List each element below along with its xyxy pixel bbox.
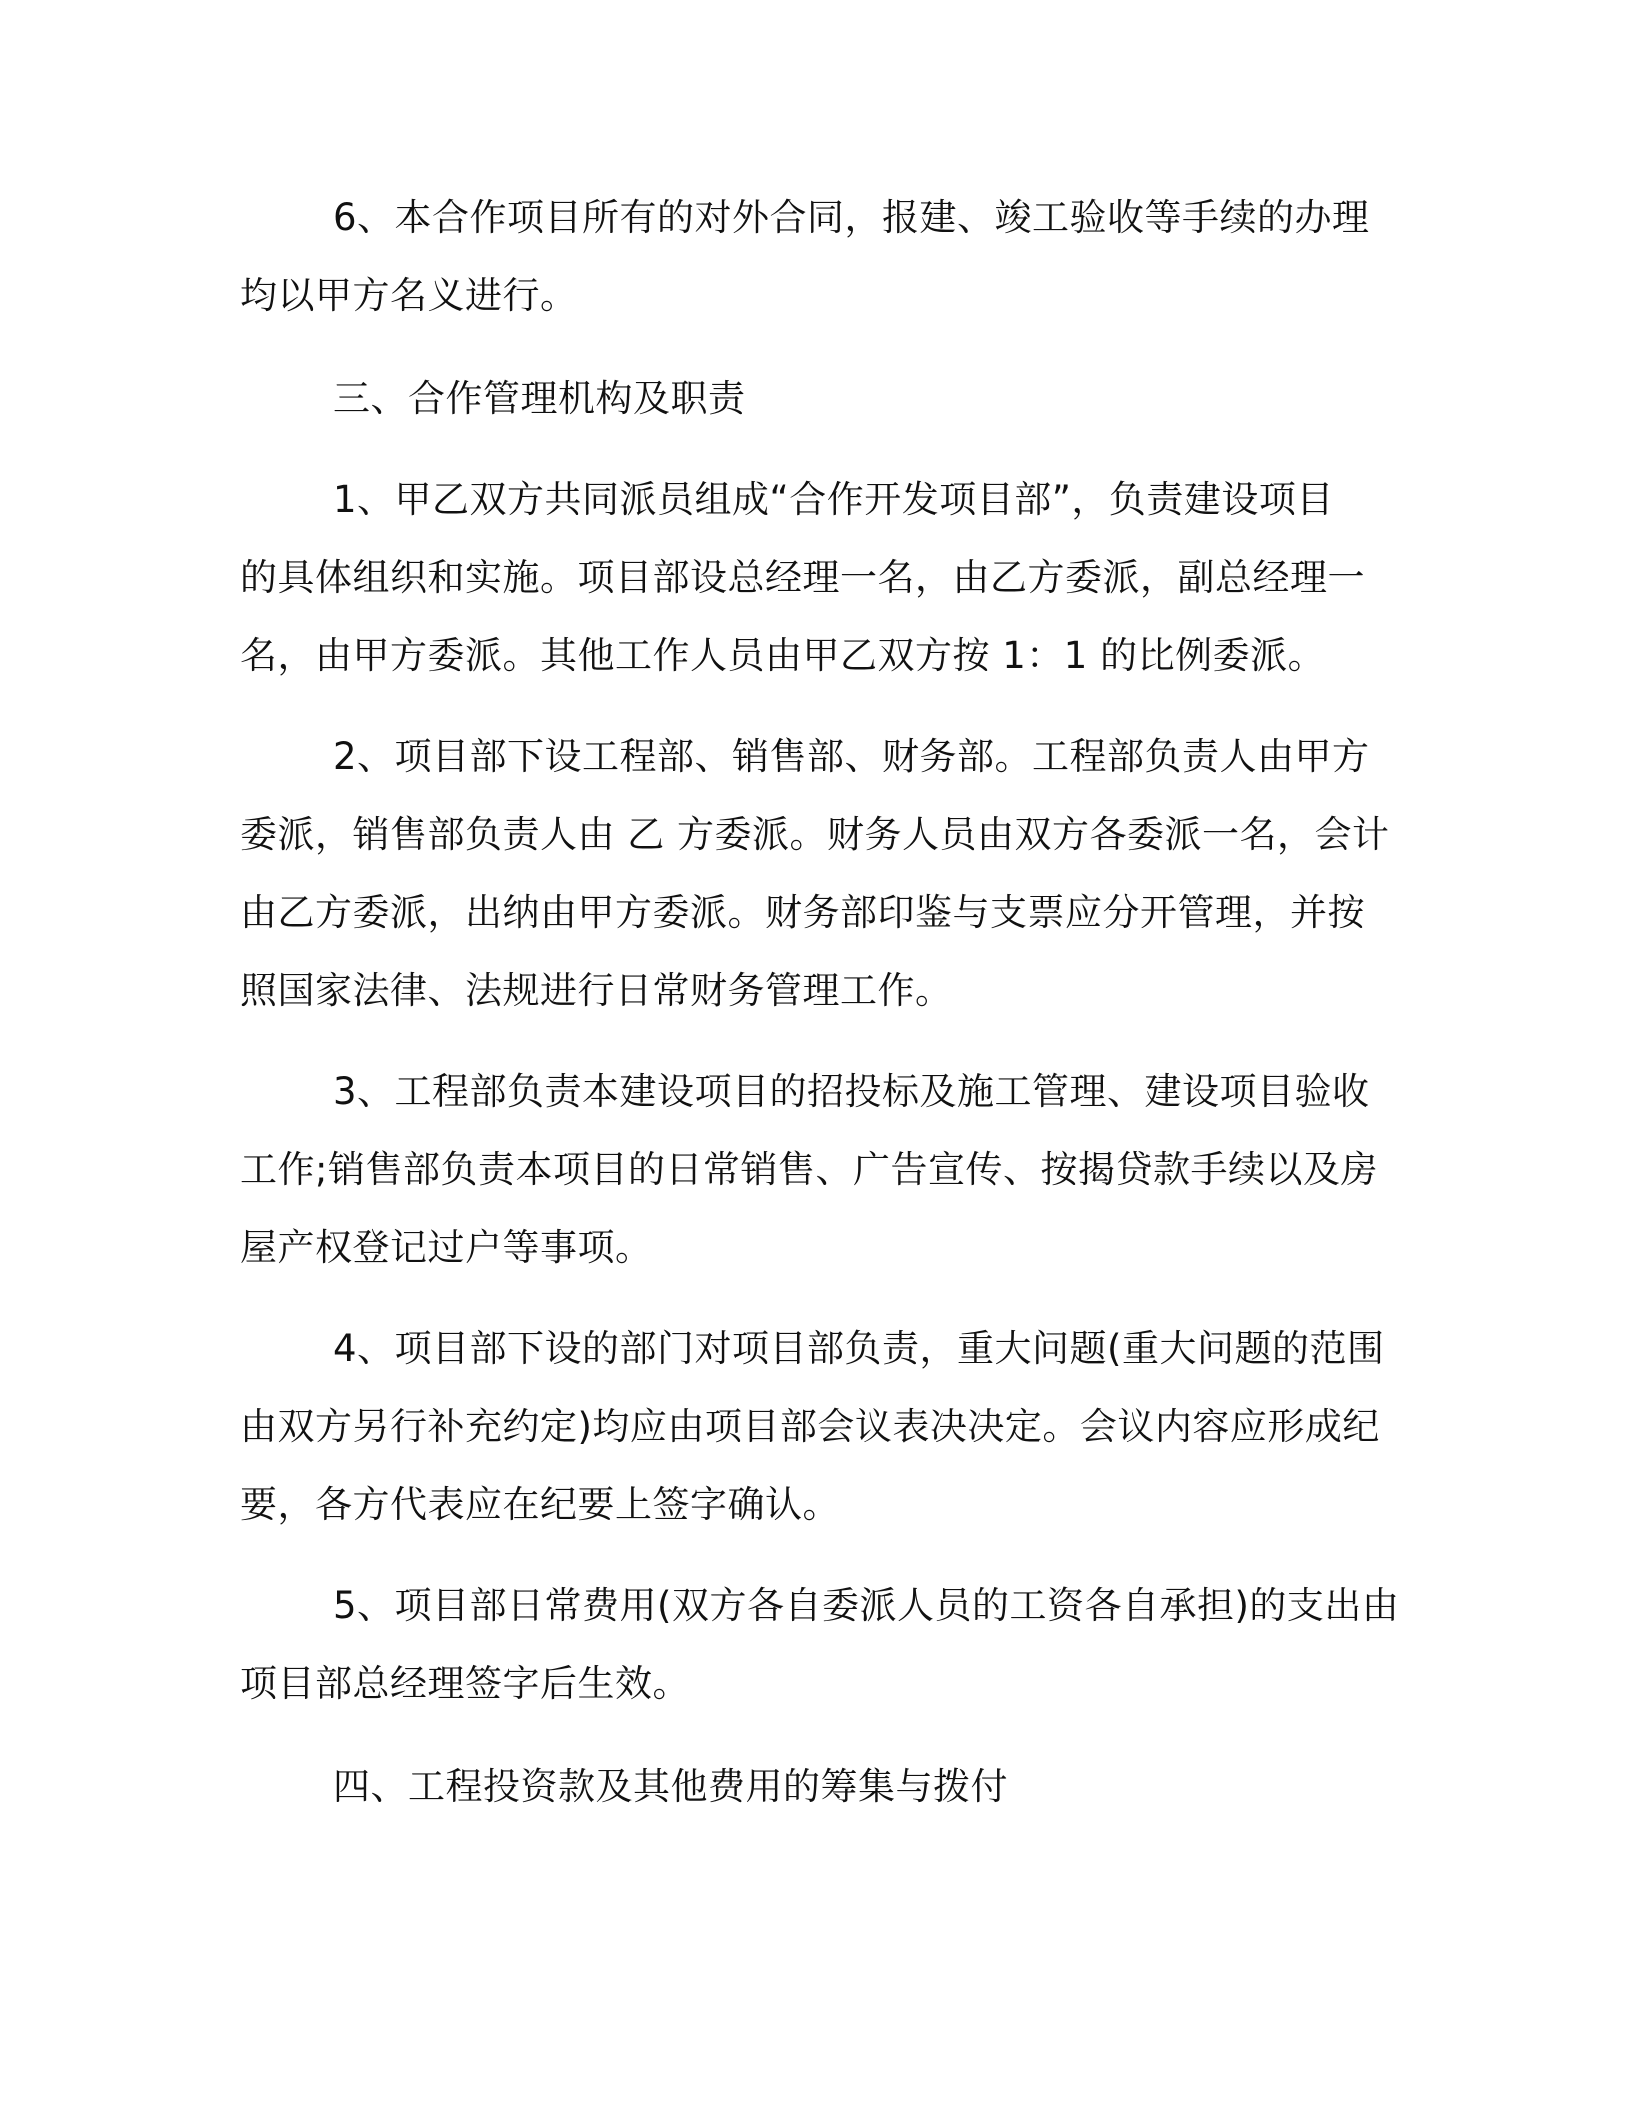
text-line: 委派，销售部负责人由 乙 方委派。财务人员由双方各委派一名，会计 [240,813,1390,856]
text-line: 由乙方委派，出纳由甲方委派。财务部印鉴与支票应分开管理，并按 [240,891,1365,934]
text-line: 均以甲方名义进行。 [240,274,578,317]
section-heading: 四、工程投资款及其他费用的筹集与拨付 [333,1765,1008,1808]
text-line: 5、项目部日常费用(双方各自委派人员的工资各自承担)的支出由 [333,1584,1400,1627]
text-line: 由双方另行补充约定)均应由项目部会议表决决定。会议内容应形成纪 [240,1405,1380,1448]
text-line: 项目部总经理签字后生效。 [240,1662,690,1705]
text-line: 4、项目部下设的部门对项目部负责，重大问题(重大问题的范围 [333,1327,1385,1370]
text-line: 要，各方代表应在纪要上签字确认。 [240,1483,840,1526]
text-line: 2、项目部下设工程部、销售部、财务部。工程部负责人由甲方 [333,735,1370,778]
text-line: 工作;销售部负责本项目的日常销售、广告宣传、按揭贷款手续以及房 [240,1148,1378,1191]
text-line: 3、工程部负责本建设项目的招投标及施工管理、建设项目验收 [333,1070,1370,1113]
text-line: 名，由甲方委派。其他工作人员由甲乙双方按 1：1 的比例委派。 [240,634,1326,677]
text-line: 照国家法律、法规进行日常财务管理工作。 [240,969,953,1012]
text-line: 屋产权登记过户等事项。 [240,1226,653,1269]
text-line: 6、本合作项目所有的对外合同，报建、竣工验收等手续的办理 [333,196,1370,239]
text-line: 的具体组织和实施。项目部设总经理一名，由乙方委派，副总经理一 [240,556,1365,599]
text-line: 1、甲乙双方共同派员组成“合作开发项目部”，负责建设项目 [333,478,1334,521]
section-heading: 三、合作管理机构及职责 [333,377,746,420]
